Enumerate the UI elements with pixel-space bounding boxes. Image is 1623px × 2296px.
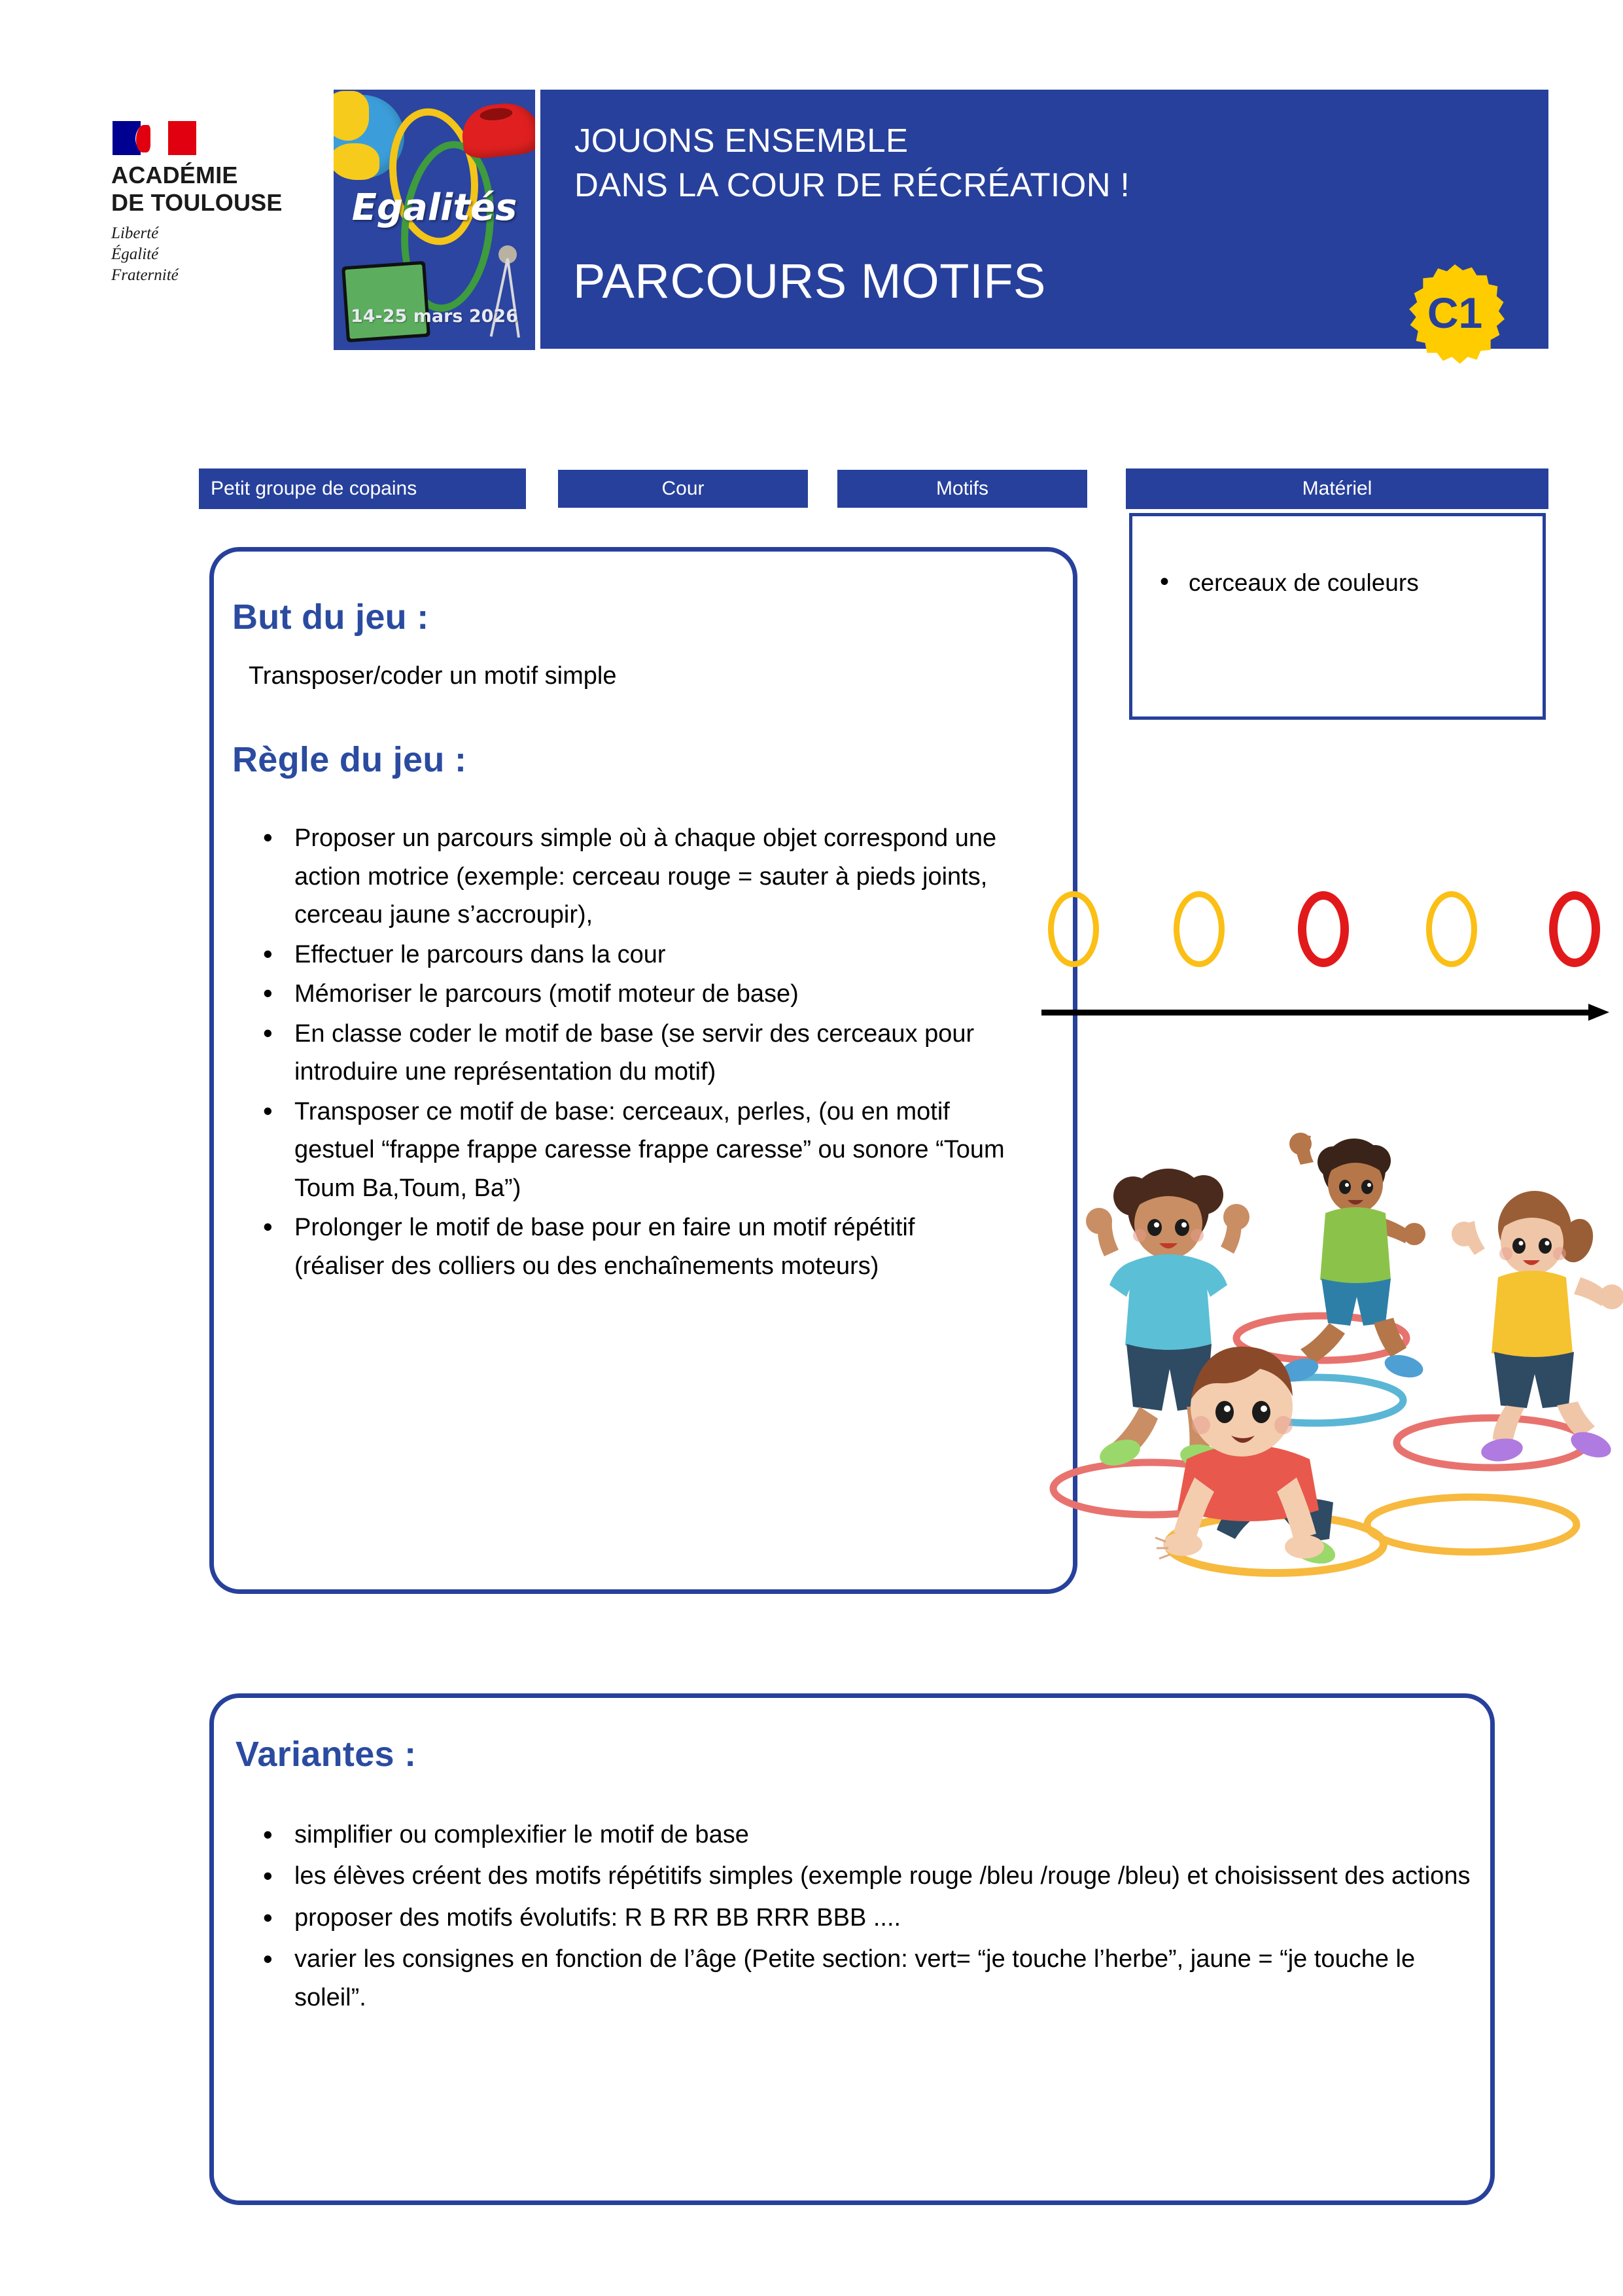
republic-motto — [111, 223, 179, 286]
cycle-badge — [1405, 264, 1505, 364]
tab-label: Matériel — [1302, 478, 1372, 499]
academie-name — [111, 162, 283, 217]
list-item: • Mémoriser le parcours (motif moteur de base) — [256, 975, 1048, 1014]
variantes-heading: Variantes : — [236, 1735, 417, 1774]
tab-materiel[interactable] — [1126, 468, 1548, 509]
pattern-hoop-5 — [1549, 891, 1600, 967]
academie-name-line2: DE TOULOUSE — [111, 189, 283, 217]
egalites-logo-date: 14-25 mars 2026 — [350, 306, 519, 327]
hoop-pattern-diagram — [1048, 891, 1611, 970]
but-du-jeu-heading: But du jeu : — [232, 597, 429, 637]
page-title: PARCOURS MOTIFS — [573, 254, 1046, 308]
list-item: • les élèves créent des motifs répétitifs simples (exemple rouge /bleu /rouge /bleu) et choisissent des actions — [256, 1857, 1472, 1896]
list-item: • Prolonger le motif de base pour en faire un motif répétitif (réaliser des colliers ou des enchaînements moteurs) — [256, 1209, 988, 1285]
cycle-badge-label: C1 — [1427, 289, 1483, 337]
academie-name-line1: ACADÉMIE — [111, 162, 238, 188]
materiel-list — [1132, 516, 1543, 601]
but-du-jeu-text: Transposer/coder un motif simple — [249, 662, 617, 690]
tab-petit-groupe-de-copains[interactable] — [199, 468, 526, 509]
list-item: • cerceaux de couleurs — [1189, 566, 1424, 601]
tablet-screen — [345, 264, 427, 339]
document-header — [73, 88, 1548, 353]
list-item: • varier les consignes en fonction de l’âge (Petite section: vert= “je touche l’herbe”, jaune = “je touche le soleil”. — [256, 1940, 1492, 2018]
regle-du-jeu-heading: Règle du jeu : — [232, 740, 467, 779]
list-item: • simplifier ou complexifier le motif de base — [256, 1816, 1473, 1854]
list-item: • En classe coder le motif de base (se servir des cerceaux pour introduire une représentation du motif) — [256, 1015, 1053, 1091]
regle-du-jeu-list — [256, 819, 1048, 1286]
compass-icon — [491, 245, 523, 344]
tablet-icon — [341, 261, 430, 343]
title-banner — [540, 90, 1548, 349]
children-hoops-illustration — [1040, 1093, 1623, 1610]
tab-label: Motifs — [935, 478, 988, 499]
banner-subtitle-line2: DANS LA COUR DE RÉCRÉATION ! — [574, 166, 1130, 203]
list-item: • Transposer ce motif de base: cerceaux, perles, (ou en motif gestuel “frappe frappe caresse frappe caresse” ou sonore “Toum Toum Ba,Toum, Ba”) — [256, 1093, 1007, 1208]
egalites-logo-title: Egalités — [351, 186, 517, 229]
tab-motifs[interactable] — [837, 470, 1087, 508]
banner-subtitle-line1: JOUONS ENSEMBLE — [574, 122, 909, 159]
child-green — [1278, 1133, 1425, 1386]
egalites-campaign-logo — [334, 90, 535, 350]
tab-cour[interactable] — [558, 470, 808, 508]
pattern-hoop-1 — [1048, 891, 1099, 967]
french-republic-flag-icon — [113, 121, 196, 155]
banner-subtitle — [574, 118, 1130, 207]
tab-label: Cour — [661, 478, 705, 499]
red-cone-icon — [459, 100, 535, 160]
tab-label: Petit groupe de copains — [211, 478, 417, 499]
pattern-hoop-3 — [1298, 891, 1349, 967]
materiel-panel — [1129, 513, 1546, 720]
direction-arrow-icon — [1041, 1004, 1609, 1021]
motto-fraternite: Fraternité — [111, 266, 179, 284]
pattern-hoop-4 — [1426, 891, 1477, 967]
hoop-yellow-right — [1367, 1497, 1577, 1552]
marianne-profile-icon — [136, 125, 150, 152]
motto-liberte: Liberté — [111, 224, 159, 242]
arrow-head — [1588, 1004, 1609, 1021]
academie-toulouse-logo — [73, 88, 328, 353]
variantes-list — [256, 1816, 1473, 2020]
pattern-hoop-2 — [1174, 891, 1225, 967]
list-item: • Proposer un parcours simple où à chaque objet correspond une action motrice (exemple: cerceau rouge = sauter à pieds joints, cerceau jaune s’accroupir), — [256, 819, 1053, 934]
list-item: • Effectuer le parcours dans la cour — [256, 936, 1048, 974]
motto-egalite: Égalité — [111, 245, 159, 263]
flag-red-band — [168, 121, 196, 155]
arrow-shaft — [1041, 1010, 1590, 1016]
list-item: • proposer des motifs évolutifs: R B RR BB RRR BBB .... — [256, 1899, 1473, 1937]
